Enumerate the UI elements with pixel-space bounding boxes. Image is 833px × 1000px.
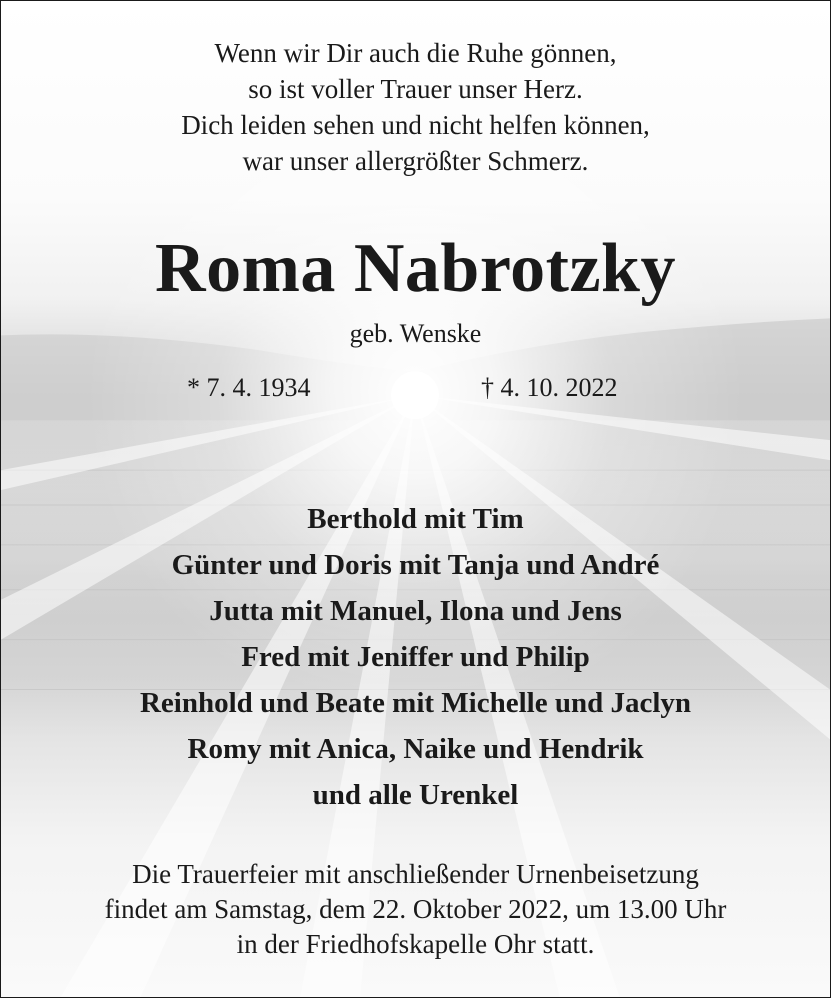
maiden-name: geb. Wenske (349, 319, 482, 348)
mourners-list (1, 496, 830, 818)
death-date: † 4. 10. 2022 (481, 373, 618, 402)
birth-date: * 7. 4. 1934 (187, 373, 311, 402)
service-line: Die Trauerfeier mit anschließender Urnenbeisetzung (132, 859, 699, 889)
deceased-name: Roma Nabrotzky (155, 230, 676, 307)
poem-line: Dich leiden sehen und nicht helfen können, (181, 110, 650, 140)
poem-line: war unser allergrößter Schmerz. (242, 146, 589, 176)
funeral-service-notice (1, 857, 830, 962)
mourner-line: Jutta mit Manuel, Ilona und Jens (209, 595, 622, 627)
service-line: in der Friedhofskapelle Ohr statt. (236, 929, 595, 959)
mourner-line: Romy mit Anica, Naike und Hendrik (187, 733, 644, 765)
service-line: findet am Samstag, dem 22. Oktober 2022, um 13.00 Uhr (104, 894, 727, 924)
mourner-line: Günter und Doris mit Tanja und André (171, 549, 660, 581)
mourner-line: und alle Urenkel (312, 779, 519, 811)
poem-line: Wenn wir Dir auch die Ruhe gönnen, (214, 38, 617, 68)
mourner-line: Fred mit Jeniffer und Philip (241, 641, 590, 673)
poem-line: so ist voller Trauer unser Herz. (248, 74, 583, 104)
mourner-line: Berthold mit Tim (307, 503, 524, 535)
sun (391, 371, 439, 419)
poem (1, 35, 830, 179)
mourner-line: Reinhold und Beate mit Michelle und Jaclyn (139, 687, 692, 719)
